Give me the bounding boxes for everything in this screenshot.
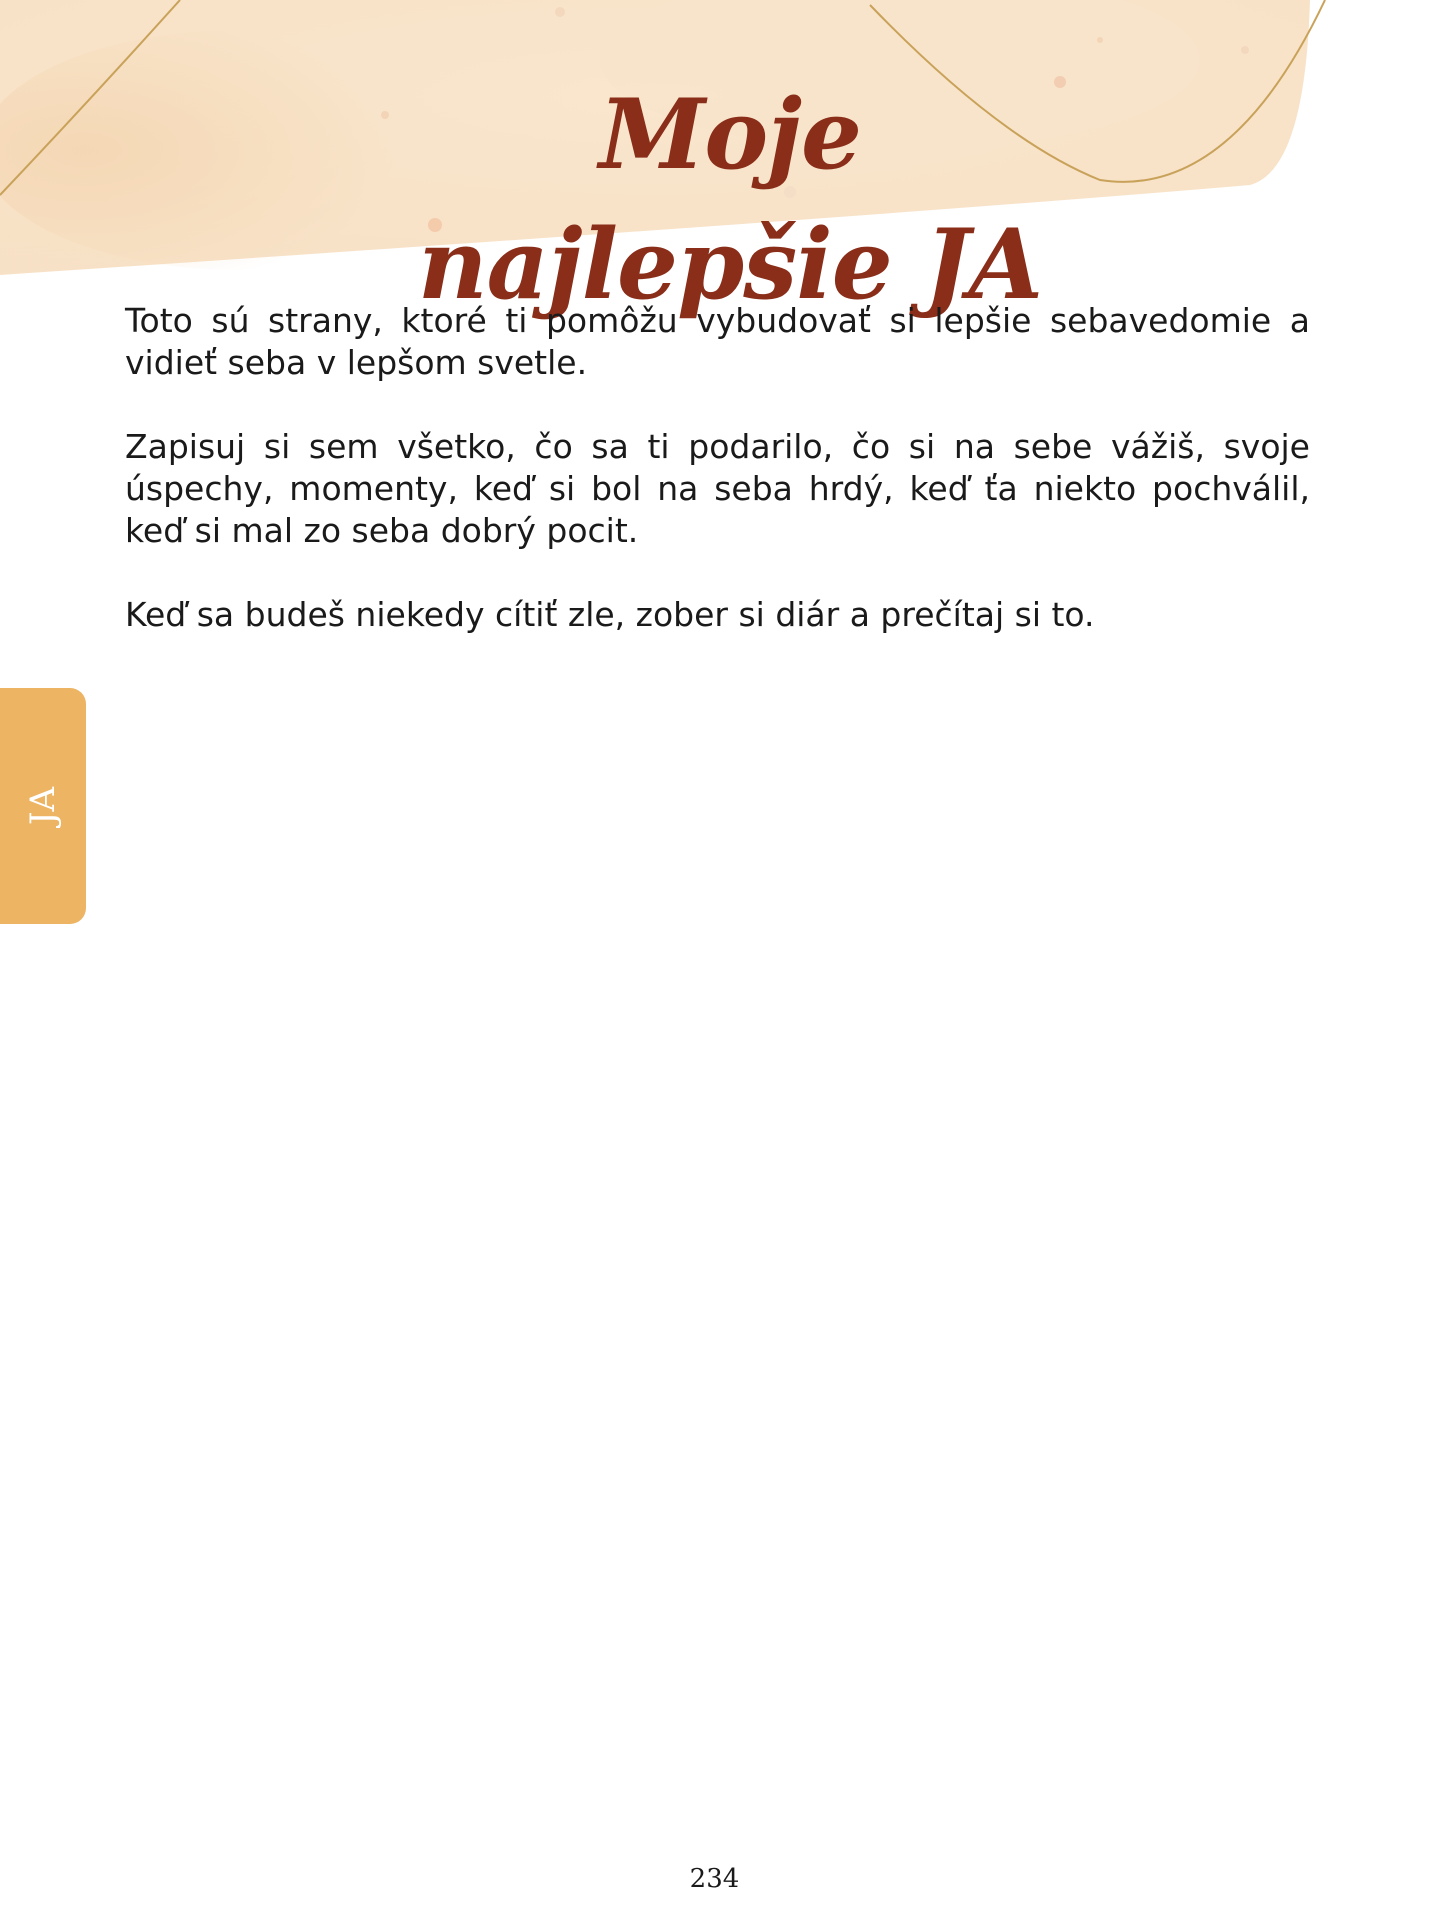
- paragraph: Toto sú strany, ktoré ti pomôžu vybudovať si lepšie sebavedomie a vidieť seba v lepšom svetle.: [125, 301, 1310, 382]
- paragraph: Keď sa budeš niekedy cítiť zle, zober si diár a prečítaj si to.: [125, 595, 1095, 634]
- page-title: Moje najlepšie JA: [417, 78, 1043, 321]
- section-tab-label: JA: [23, 786, 63, 826]
- page-number: 234: [689, 1864, 740, 1894]
- paragraph: Zapisuj si sem všetko, čo sa ti podarilo, čo si na sebe vážiš, svoje úspechy, momenty, keď si bol na seba hrdý, keď ťa niekto pochválil, keď si mal zo seba dobrý pocit.: [125, 427, 1310, 550]
- section-tab[interactable]: [0, 688, 86, 924]
- intro-text: [125, 300, 1310, 678]
